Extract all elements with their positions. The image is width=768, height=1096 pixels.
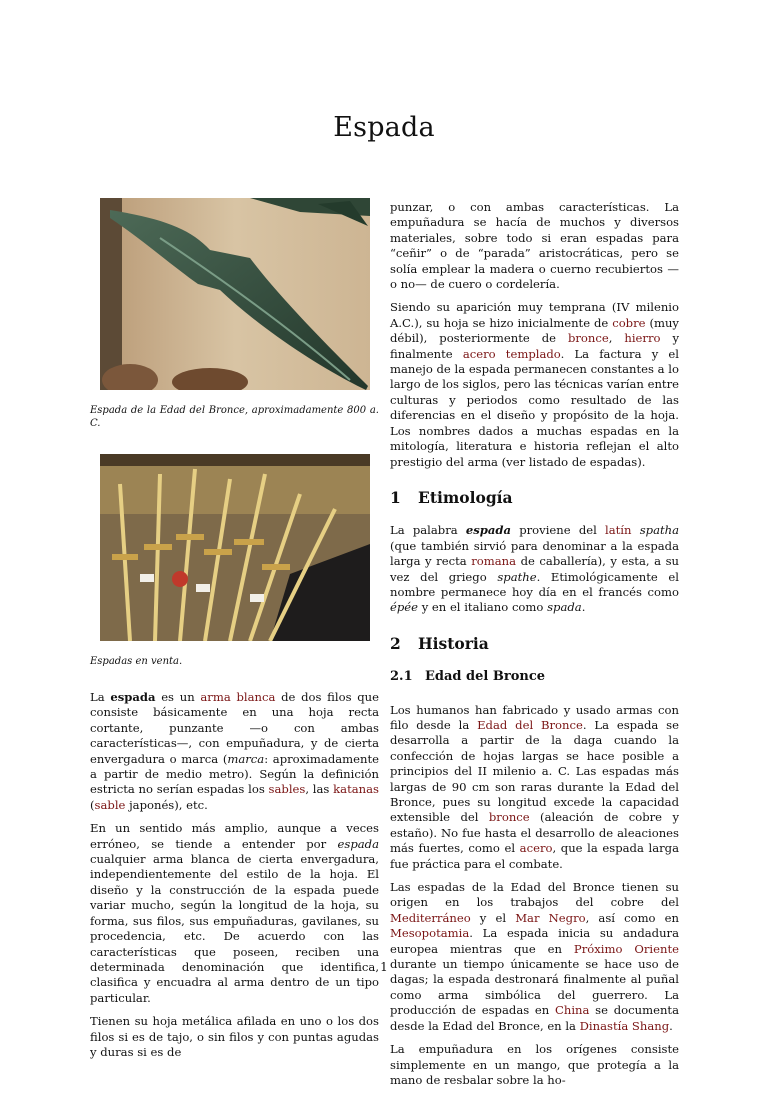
text-run: marca: [227, 751, 265, 766]
page-number: 1: [380, 960, 388, 974]
text-run: cualquier arma blanca de cierta envergadura, independientemente del estilo de la hoja. El diseño y la construcción de la espada puede variar mucho, según la longitud de la hoja, su forma, sus filos, sus empuñaduras, gavilanes, su procedencia, etc. De acuerdo con las características que poseen, reciben una determinada denominación que identifica, clasifica y encuadra al arma dentro de un tipo particular.: [90, 852, 379, 1005]
text-run: (aleación de cobre y estaño). No fue hasta el desarrollo de aleaciones más fuertes, como el: [390, 810, 680, 856]
paragraph: [390, 300, 679, 469]
wiki-link[interactable]: hierro: [624, 331, 661, 346]
text-run: épée: [390, 600, 419, 615]
text-run: y finalmente: [390, 331, 679, 361]
text-run: . La factura y el manejo de la espada permanecen constantes a lo largo de los siglos, pero las técnicas varían entre culturas y periodos como resultado de las diferencias en el diseño y propósito de la hoja. Los nombres dados a muchas espadas en la mitología, literatura e historia reflejan el alto prestigio del arma (ver listado de espadas).: [390, 346, 679, 469]
paragraph: [390, 1042, 679, 1088]
wiki-link[interactable]: acero templado: [462, 346, 561, 361]
text-run: ,: [608, 331, 625, 346]
text-run: durante un tiempo únicamente se hace uso de dagas; la espada destronará finalmente al puñal como arma simbólica del guerrero. La producción de espadas en: [390, 957, 679, 1018]
text-run: Los humanos han fabricado y usado armas con filo desde la: [390, 702, 679, 732]
wiki-link[interactable]: Mar Negro: [515, 910, 586, 925]
section-heading-historia: [390, 633, 679, 653]
text-run: .: [669, 1018, 673, 1033]
subsection-heading-edad-bronce: [390, 669, 679, 684]
text-run: . La espada se desarrolla a partir de la daga cuando la confección de hojas largas se hace posible a principios del II milenio a. C. Las espadas más largas de 90 cm son raras durante la Edad del Bronce, pues su longitud excede la capacidad extensible del: [390, 717, 679, 825]
figure-caption: Espadas en venta.: [90, 656, 183, 667]
text-run: , las: [305, 782, 334, 797]
wiki-link[interactable]: romana: [471, 554, 517, 569]
paragraph: [390, 523, 679, 615]
text-run: La palabra: [390, 523, 466, 538]
paragraph: [90, 821, 379, 1006]
wiki-link[interactable]: cobre: [612, 315, 646, 330]
wiki-link[interactable]: Dinastía Shang: [579, 1018, 670, 1033]
text-run: punzar, o con ambas características. La empuñadura se hacía de muchos y diversos materiales, sobre todo si eran espadas para “ceñir” o de “parada” aristocráticas, pero se solía emplear la madera o cuerno recubiertos —o no— de cuero o cordelería.: [390, 200, 679, 292]
text-run: (: [90, 797, 95, 812]
section-number: 2: [390, 633, 401, 653]
left-column: [90, 198, 379, 1068]
text-run: spathe: [497, 569, 537, 584]
wiki-link[interactable]: sable: [94, 797, 126, 812]
section-title: Historia: [418, 633, 489, 653]
text-run: de dos filos que consiste básicamente en una hoja recta cortante, punzante —o con ambas características—, con empuñadura, y de cierta envergadura o marca (: [90, 690, 379, 766]
wiki-link[interactable]: katanas: [333, 782, 379, 797]
text-run: (que también sirvió para denominar a la espada larga y recta: [390, 538, 679, 569]
text-run: y en el italiano como: [418, 600, 548, 615]
text-run: Tienen su hoja metálica afilada en uno o los dos filos si es de tajo, o sin filos y con puntas agudas y duras si es de: [90, 1014, 379, 1059]
text-run: . La espada inicia su andadura europea mientras que en: [390, 926, 679, 956]
subsection-title: Edad del Bronce: [425, 669, 546, 685]
section-heading-etimologia: [390, 487, 679, 507]
text-run: de caballería), y esta, a su vez del griego: [390, 554, 679, 584]
text-run: , así como en: [585, 910, 679, 925]
paragraph: [90, 690, 379, 813]
text-run: espada: [337, 836, 379, 851]
text-run: (muy débil), posteriormente de: [390, 315, 679, 346]
text-run: . Etimológicamente el nombre permanece hoy día en el francés como: [390, 569, 679, 599]
text-run: La empuñadura en los orígenes consiste simplemente en un mango, que protegía a la mano de resbalar sobre la ho-: [390, 1042, 679, 1087]
wiki-link[interactable]: China: [555, 1003, 590, 1018]
text-run: y el: [470, 910, 516, 925]
text-run: [631, 523, 639, 537]
wiki-link[interactable]: sables: [268, 782, 306, 797]
subsection-number: 2.1: [390, 669, 413, 685]
wiki-link[interactable]: Mediterráneo: [390, 910, 471, 925]
paragraph: [390, 200, 679, 292]
wiki-link[interactable]: bronce: [488, 810, 530, 825]
paragraph: [390, 880, 679, 1034]
text-run: La: [90, 690, 111, 704]
text-run: se documenta desde la Edad del Bronce, en la: [390, 1003, 679, 1033]
text-run: japonés), etc.: [125, 797, 208, 812]
swords-for-sale-photo: [100, 454, 370, 641]
text-run: Las espadas de la Edad del Bronce tienen su origen en los trabajos del cobre del: [390, 880, 679, 910]
wiki-link[interactable]: bronce: [567, 331, 609, 346]
wiki-link[interactable]: latín: [605, 523, 632, 538]
wiki-link[interactable]: Mesopotamia: [390, 926, 470, 941]
text-run: En un sentido más amplio, aunque a veces erróneo, se tiende a entender por: [90, 821, 379, 851]
text-run: spatha: [639, 523, 680, 538]
wiki-link[interactable]: Edad del Bronce: [477, 717, 583, 732]
text-run: es un: [155, 690, 201, 704]
wiki-link[interactable]: arma blanca: [200, 690, 276, 704]
section-number: 1: [390, 487, 401, 507]
text-run: .: [581, 600, 586, 615]
text-run: espada: [465, 523, 512, 538]
figure-caption: Espada de la Edad del Bronce, aproximadamente 800 a. C.: [90, 405, 379, 429]
bronze-sword-photo: [100, 198, 370, 390]
page-title: Espada: [333, 112, 435, 143]
text-run: espada: [110, 690, 156, 704]
text-run: proviene del: [511, 523, 606, 538]
section-title: Etimología: [418, 487, 513, 507]
paragraph: [90, 1014, 379, 1060]
text-run: , que la espada larga fue práctica para el combate.: [390, 841, 679, 871]
text-run: Siendo su aparición muy temprana (IV milenio A.C.), su hoja se hizo inicialmente de: [390, 300, 679, 330]
wiki-link[interactable]: Próximo Oriente: [573, 941, 679, 956]
text-run: spada: [547, 600, 582, 615]
text-run: : aproximadamente a partir de medio metro). Según la definición estricta no serían espadas los: [90, 751, 379, 797]
paragraph: [390, 703, 679, 872]
wiki-link[interactable]: acero: [519, 841, 553, 856]
